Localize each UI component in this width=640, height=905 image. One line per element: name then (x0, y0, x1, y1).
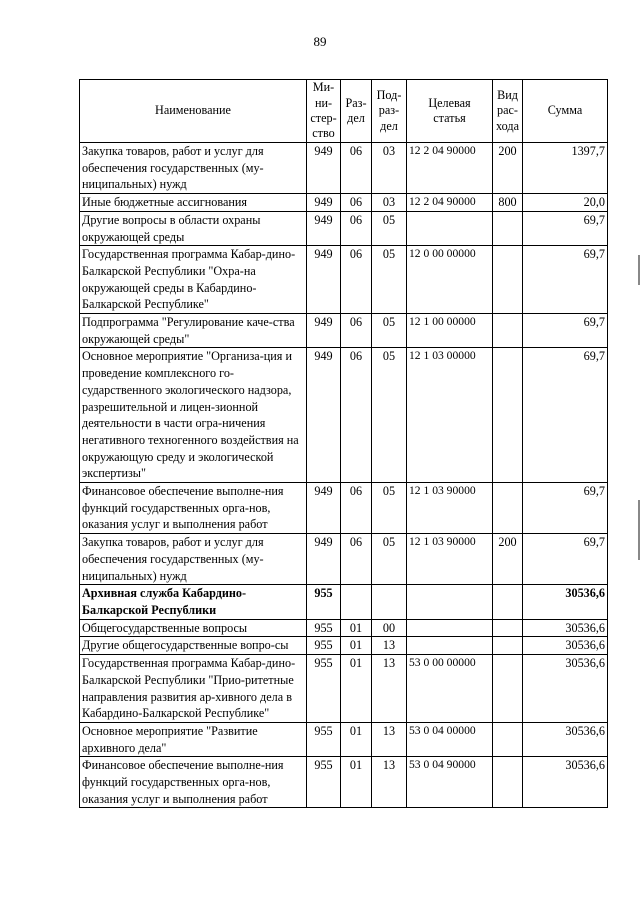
row-subsection: 05 (372, 483, 407, 534)
row-subsection: 13 (372, 757, 407, 808)
table-row (80, 314, 608, 348)
row-name: Финансовое обеспечение выполне-ния функций государственных орга-нов, оказания услуг и выполнения работ (80, 757, 307, 808)
row-article: 12 1 03 00000 (407, 348, 493, 483)
row-name: Подпрограмма "Регулирование каче-ства окружающей среды" (80, 314, 307, 348)
row-ministry: 949 (307, 211, 341, 245)
row-expense-type (493, 483, 523, 534)
row-section: 06 (341, 348, 372, 483)
row-sum: 69,7 (523, 483, 608, 534)
row-ministry: 949 (307, 534, 341, 585)
row-sum: 20,0 (523, 194, 608, 212)
row-ministry: 955 (307, 757, 341, 808)
row-expense-type (493, 348, 523, 483)
row-subsection: 05 (372, 211, 407, 245)
row-section: 06 (341, 483, 372, 534)
row-expense-type: 800 (493, 194, 523, 212)
row-section: 06 (341, 143, 372, 194)
table-row (80, 534, 608, 585)
row-name: Государственная программа Кабар-дино-Балкарской Республики "Прио-ритетные направления развития ар-хивного дела в Кабардино-Балкарской Республике" (80, 655, 307, 723)
header-subsection: Под- раз- дел (372, 80, 407, 143)
header-expense-type: Вид рас- хода (493, 80, 523, 143)
row-sum: 69,7 (523, 314, 608, 348)
row-ministry: 955 (307, 655, 341, 723)
row-subsection (372, 585, 407, 619)
table-row (80, 348, 608, 483)
row-sum: 69,7 (523, 534, 608, 585)
row-article (407, 637, 493, 655)
row-sum: 1397,7 (523, 143, 608, 194)
row-ministry: 955 (307, 619, 341, 637)
table-row (80, 619, 608, 637)
header-article: Целевая статья (407, 80, 493, 143)
row-article: 12 1 03 90000 (407, 483, 493, 534)
row-expense-type (493, 246, 523, 314)
row-sum: 30536,6 (523, 637, 608, 655)
table-row (80, 246, 608, 314)
row-name: Архивная служба Кабардино-Балкарской Республики (80, 585, 307, 619)
row-article: 53 0 04 00000 (407, 722, 493, 756)
row-expense-type: 200 (493, 143, 523, 194)
header-section: Раз- дел (341, 80, 372, 143)
row-section: 01 (341, 619, 372, 637)
row-expense-type (493, 655, 523, 723)
row-ministry: 955 (307, 722, 341, 756)
row-ministry: 949 (307, 348, 341, 483)
row-sum: 30536,6 (523, 722, 608, 756)
row-sum: 30536,6 (523, 655, 608, 723)
row-ministry: 949 (307, 314, 341, 348)
row-section: 06 (341, 211, 372, 245)
row-name: Основное мероприятие "Развитие архивного дела" (80, 722, 307, 756)
row-article (407, 619, 493, 637)
table-row (80, 211, 608, 245)
row-subsection: 13 (372, 722, 407, 756)
row-subsection: 05 (372, 314, 407, 348)
row-section: 06 (341, 246, 372, 314)
table-row (80, 655, 608, 723)
row-expense-type (493, 619, 523, 637)
row-subsection: 13 (372, 655, 407, 723)
row-subsection: 03 (372, 194, 407, 212)
row-article: 12 1 03 90000 (407, 534, 493, 585)
table-row (80, 637, 608, 655)
row-article (407, 585, 493, 619)
row-sum: 69,7 (523, 348, 608, 483)
row-sum: 30536,6 (523, 619, 608, 637)
table-row (80, 757, 608, 808)
row-name: Иные бюджетные ассигнования (80, 194, 307, 212)
row-subsection: 13 (372, 637, 407, 655)
row-article: 12 0 00 00000 (407, 246, 493, 314)
row-article (407, 211, 493, 245)
row-sum: 30536,6 (523, 585, 608, 619)
row-name: Другие вопросы в области охраны окружающей среды (80, 211, 307, 245)
row-section: 06 (341, 194, 372, 212)
row-section: 01 (341, 757, 372, 808)
row-expense-type: 200 (493, 534, 523, 585)
row-section: 01 (341, 722, 372, 756)
row-article: 12 2 04 90000 (407, 143, 493, 194)
row-name: Государственная программа Кабар-дино-Балкарской Республики "Охра-на окружающей среды в Кабардино-Балкарской Республике" (80, 246, 307, 314)
row-expense-type (493, 637, 523, 655)
header-sum: Сумма (523, 80, 608, 143)
row-sum: 69,7 (523, 246, 608, 314)
row-expense-type (493, 585, 523, 619)
row-ministry: 955 (307, 585, 341, 619)
table-row (80, 722, 608, 756)
page-number: 89 (313, 34, 327, 49)
table-row (80, 143, 608, 194)
table-row (80, 483, 608, 534)
row-name: Закупка товаров, работ и услуг для обеспечения государственных (му-ниципальных) нужд (80, 143, 307, 194)
row-section: 01 (341, 655, 372, 723)
row-name: Основное мероприятие "Организа-ция и проведение комплексного го-сударственного экологического надзора, разрешительной и лицен-зионной деятельности в части огра-ничения негативного техногенного воздействия на окружающую среду и экологической экспертизы" (80, 348, 307, 483)
row-name: Закупка товаров, работ и услуг для обеспечения государственных (му-ниципальных) нужд (80, 534, 307, 585)
row-subsection: 05 (372, 534, 407, 585)
row-expense-type (493, 722, 523, 756)
row-ministry: 949 (307, 194, 341, 212)
row-ministry: 949 (307, 246, 341, 314)
row-section: 06 (341, 534, 372, 585)
row-article: 53 0 00 00000 (407, 655, 493, 723)
row-section: 06 (341, 314, 372, 348)
row-section: 01 (341, 637, 372, 655)
row-article: 53 0 04 90000 (407, 757, 493, 808)
row-sum: 69,7 (523, 211, 608, 245)
header-name: Наименование (80, 80, 307, 143)
header-ministry: Ми- ни- стер- ство (307, 80, 341, 143)
table-row (80, 194, 608, 212)
row-expense-type (493, 211, 523, 245)
row-name: Общегосударственные вопросы (80, 619, 307, 637)
budget-table (79, 79, 608, 808)
row-expense-type (493, 314, 523, 348)
row-article: 12 2 04 90000 (407, 194, 493, 212)
row-expense-type (493, 757, 523, 808)
row-ministry: 949 (307, 143, 341, 194)
table-row (80, 585, 608, 619)
row-subsection: 00 (372, 619, 407, 637)
table-header-row (80, 80, 608, 143)
row-sum: 30536,6 (523, 757, 608, 808)
row-name: Финансовое обеспечение выполне-ния функций государственных орга-нов, оказания услуг и выполнения работ (80, 483, 307, 534)
row-article: 12 1 00 00000 (407, 314, 493, 348)
row-ministry: 949 (307, 483, 341, 534)
row-subsection: 03 (372, 143, 407, 194)
row-subsection: 05 (372, 246, 407, 314)
row-ministry: 955 (307, 637, 341, 655)
row-subsection: 05 (372, 348, 407, 483)
row-name: Другие общегосударственные вопро-сы (80, 637, 307, 655)
row-section (341, 585, 372, 619)
